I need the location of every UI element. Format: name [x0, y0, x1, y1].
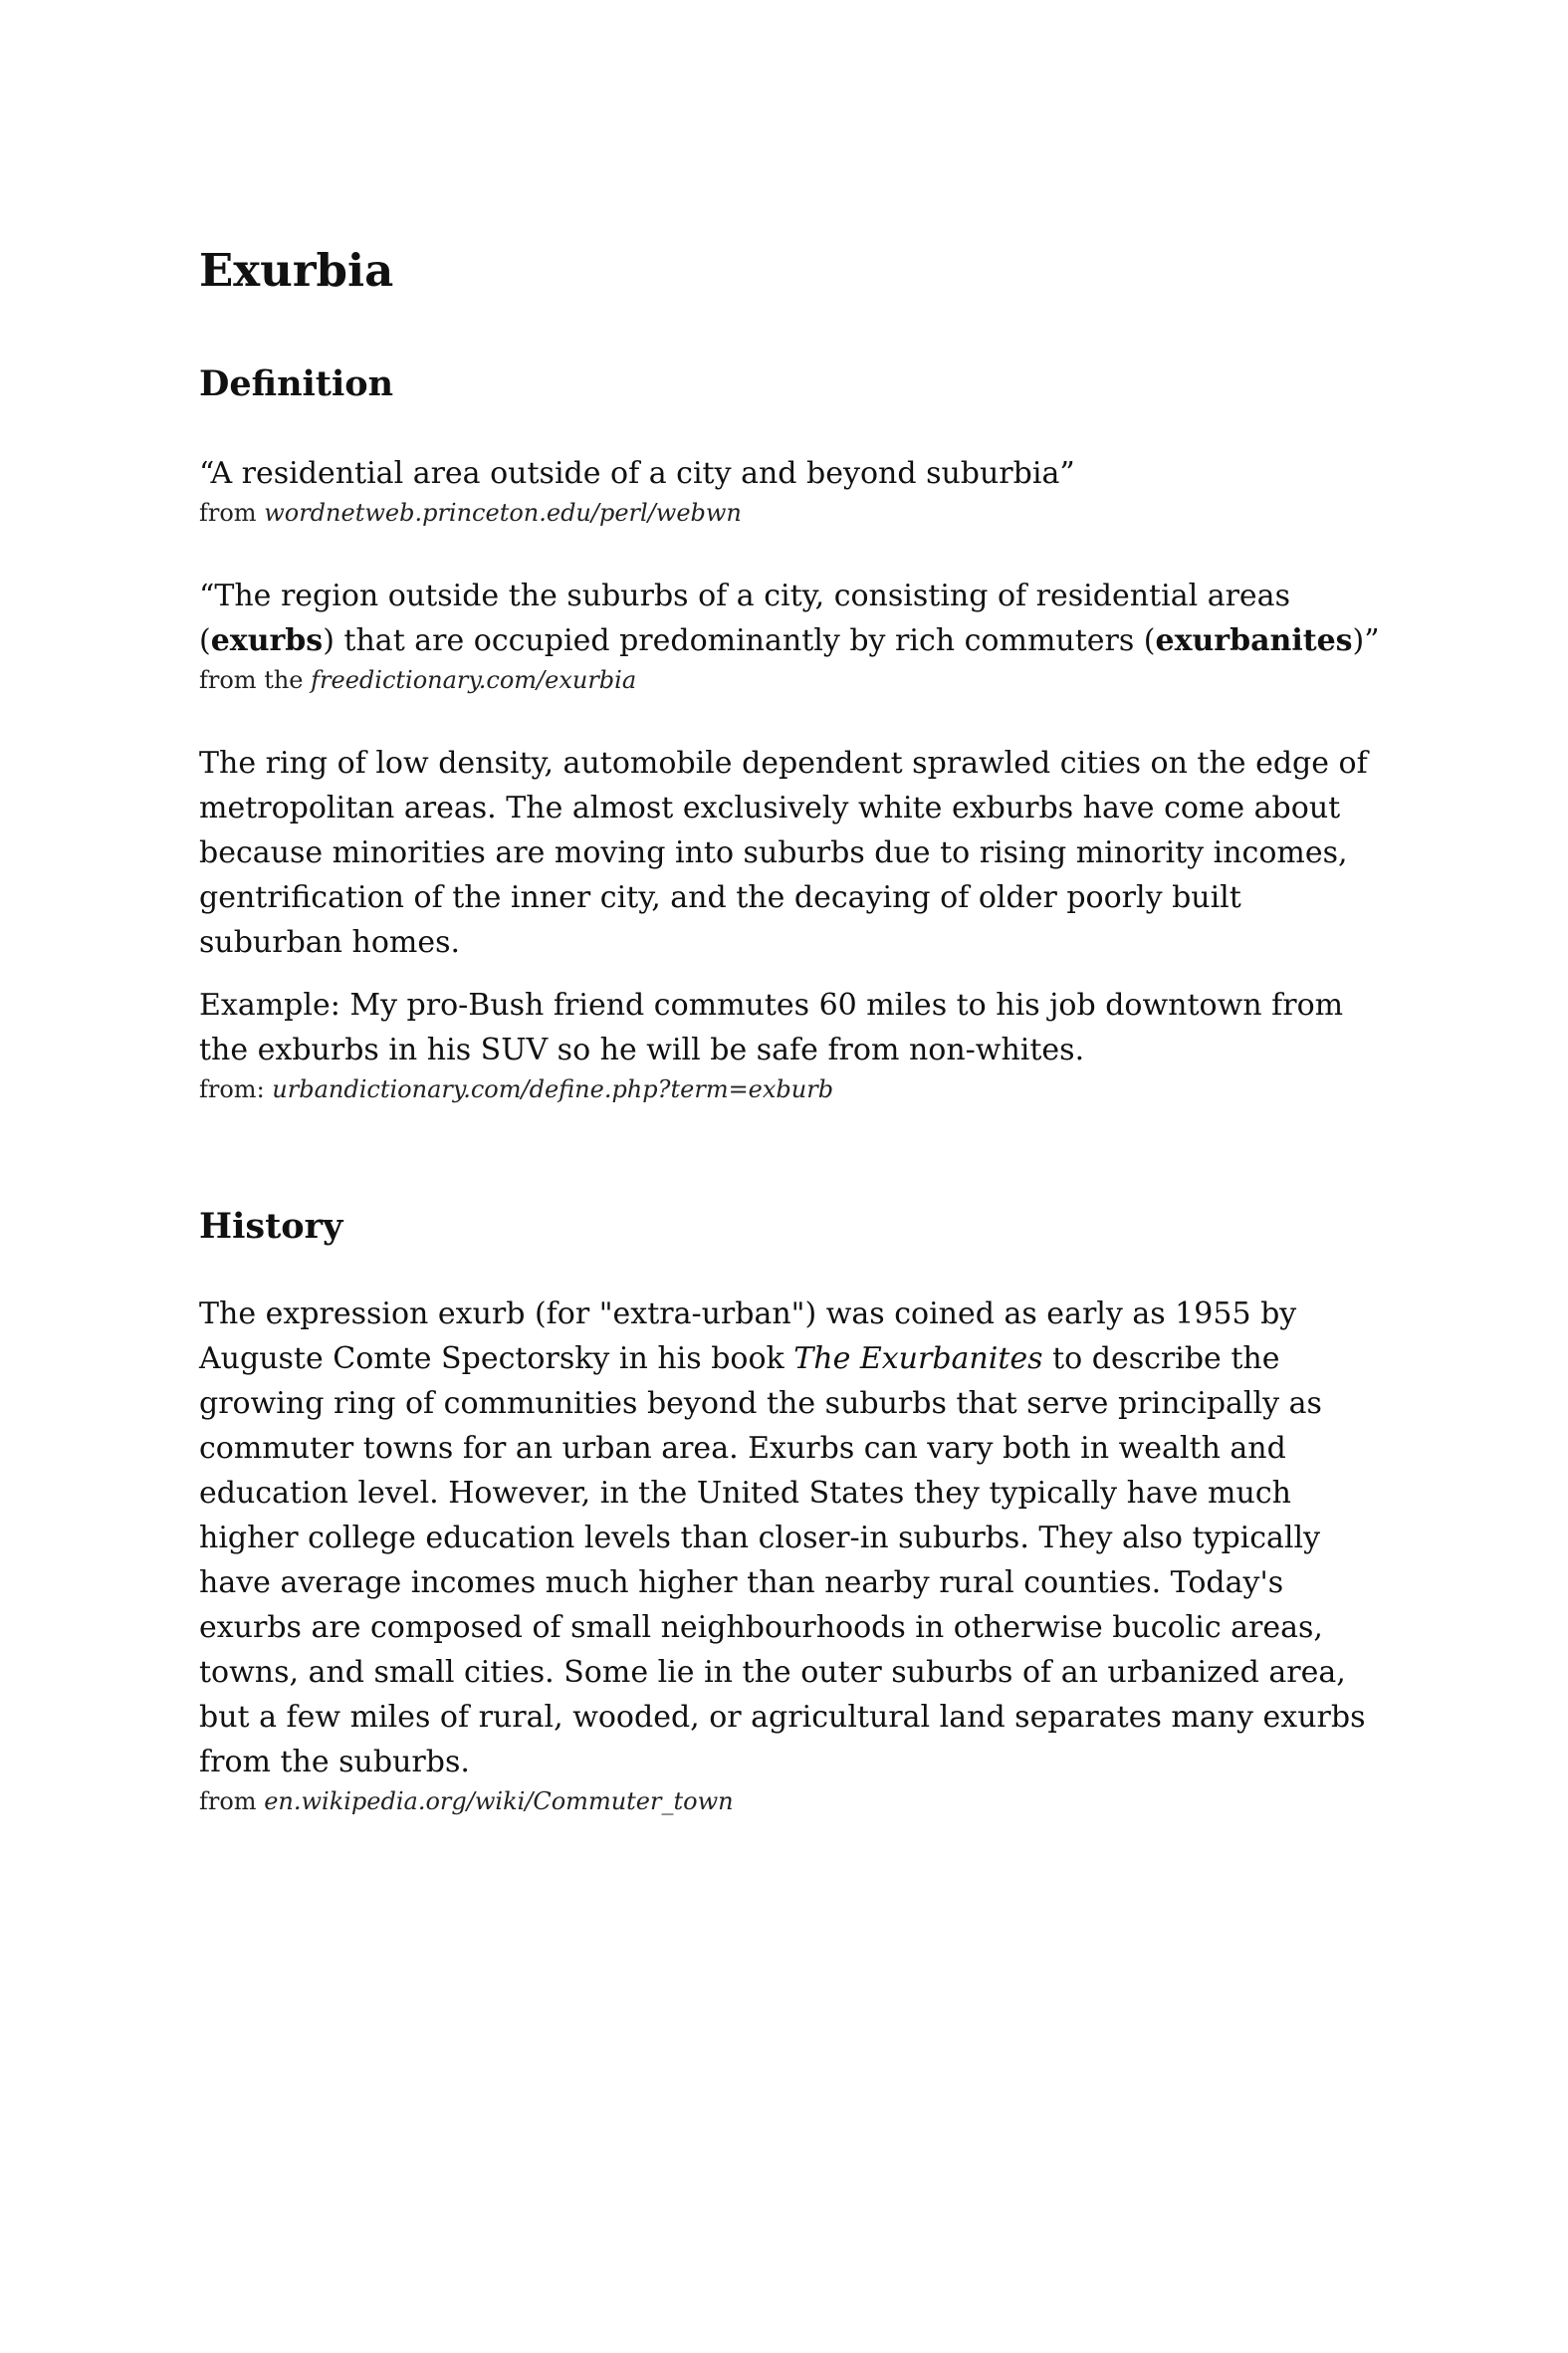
term-exurbanites: exurbanites: [1155, 623, 1353, 658]
source-prefix: from: [199, 499, 257, 527]
history-heading: History: [199, 1206, 343, 1247]
history-section: [199, 1206, 1394, 1818]
document-page: [199, 244, 1394, 1818]
definition-heading: Definition: [199, 363, 394, 404]
page-title: Exurbia: [199, 244, 394, 297]
definition-quote-1: [199, 451, 1394, 530]
example-text: Example: My pro-Bush friend commutes 60 miles to his job downtown from the exburbs in his SUV so he will be safe from non-whites.: [199, 988, 1344, 1067]
definition-example: [199, 983, 1394, 1106]
example-source: [199, 1072, 1394, 1106]
quote-2-part-b: ) that are occupied predominantly by rich commuters (: [323, 623, 1156, 658]
quote-2-text: [199, 574, 1394, 663]
quote-1-source: [199, 496, 1394, 530]
source-prefix: from the: [199, 666, 304, 694]
source-url: en.wikipedia.org/wiki/Commuter_town: [264, 1787, 734, 1815]
history-text-part-b: to describe the growing ring of communities beyond the suburbs that serve principally as commuter towns for an urban area. Exurbs can vary both in wealth and education level. However, in the United States they typically have much higher college education levels than closer-in suburbs. They also typically have average incomes much higher than nearby rural counties. Today's exurbs are composed of small neighbourhoods in otherwise bucolic areas, towns, and small cities. Some lie in the outer suburbs of an urbanized area, but a few miles of rural, wooded, or agricultural land separates many exurbs from the suburbs.: [199, 1341, 1366, 1779]
quote-2-source: [199, 663, 1394, 697]
quote-2-part-c: )”: [1352, 623, 1380, 658]
source-url: urbandictionary.com/define.php?term=exburb: [272, 1075, 834, 1103]
source-prefix: from: [199, 1787, 257, 1815]
definition-quote-2: [199, 574, 1394, 697]
source-prefix: from:: [199, 1075, 265, 1103]
quote-1-text: “A residential area outside of a city and beyond suburbia”: [199, 456, 1075, 491]
term-exurbs: exurbs: [210, 623, 324, 658]
definition-section: [199, 363, 1394, 1106]
source-url: wordnetweb.princeton.edu/perl/webwn: [264, 499, 742, 527]
source-url: freedictionary.com/exurbia: [311, 666, 637, 694]
history-text: [199, 1292, 1394, 1784]
book-title: The Exurbanites: [793, 1341, 1043, 1376]
definition-paragraph-3: The ring of low density, automobile dependent sprawled cities on the edge of metropolitan areas. The almost exclusively white exburbs have come about because minorities are moving into suburbs due to rising minority incomes, gentrification of the inner city, and the decaying of older poorly built suburban homes.: [199, 746, 1368, 960]
quote-2-part-a: “The region outside the suburbs of a city, consisting of residential areas (: [199, 579, 1290, 658]
history-source: [199, 1784, 1394, 1818]
history-text-part-a: The expression exurb (for "extra-urban") was coined as early as 1955 by Auguste Comte Spectorsky in his book: [199, 1296, 1297, 1376]
